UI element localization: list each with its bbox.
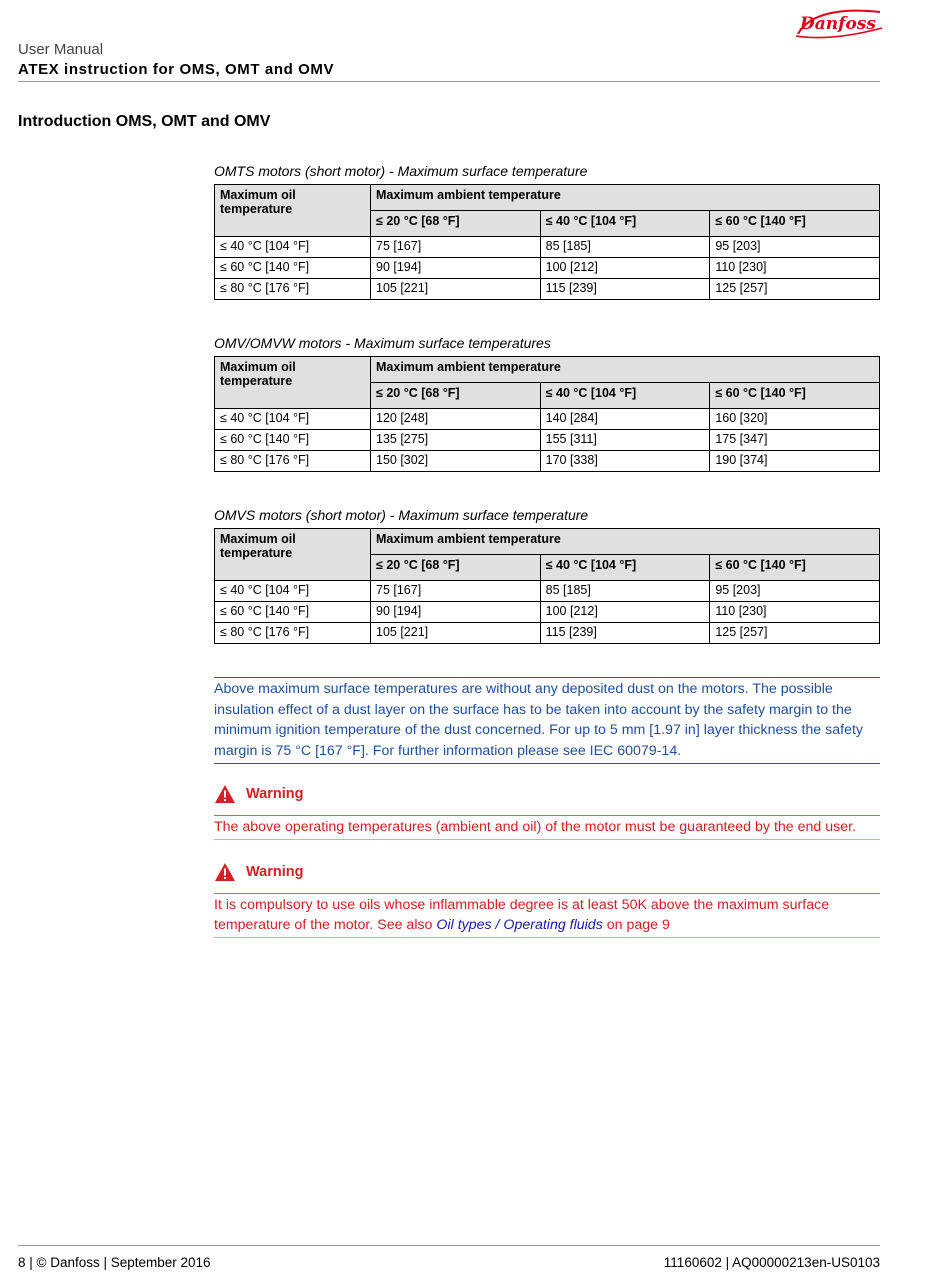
subheader-20c: ≤ 20 °C [68 °F] xyxy=(371,211,541,237)
warning-text-tail: on page 9 xyxy=(602,917,670,933)
footer-document-id: 11160602 | AQ00000213en-US0103 xyxy=(663,1255,880,1270)
table-cell: 190 [374] xyxy=(710,451,880,472)
table-cell: 90 [194] xyxy=(371,258,541,279)
table-cell: 115 [239] xyxy=(540,279,710,300)
table-row xyxy=(215,237,880,258)
header-ambient-temperature: Maximum ambient temperature xyxy=(371,185,880,211)
warning-text xyxy=(214,893,880,938)
warning-text xyxy=(214,815,880,840)
table-cell: 110 [230] xyxy=(710,258,880,279)
oil-types-link[interactable]: Oil types / Operating fluids xyxy=(436,917,603,933)
temperature-table xyxy=(214,184,880,300)
header-oil-temperature: Maximum oil temperature xyxy=(215,529,371,581)
row-oil-temp: ≤ 40 °C [104 °F] xyxy=(215,237,371,258)
warning-triangle-icon xyxy=(214,862,236,882)
table-cell: 115 [239] xyxy=(540,623,710,644)
table-cell: 135 [275] xyxy=(371,430,541,451)
table-cell: 75 [167] xyxy=(371,581,541,602)
table-cell: 150 [302] xyxy=(371,451,541,472)
document-title: ATEX instruction for OMS, OMT and OMV xyxy=(18,61,335,78)
table-row xyxy=(215,258,880,279)
temperature-table xyxy=(214,356,880,472)
table-row xyxy=(215,430,880,451)
dust-note: Above maximum surface temperatures are without any deposited dust on the motors. The possible insulation effect of a dust layer on the surface has to be taken into account by the safety margin to the minimum ignition temperature of the dust concerned. For up to 5 mm [1.97 in] layer thickness the safety margin is 75 °C [167 °F]. For further information please see IEC 60079-14. xyxy=(214,677,880,764)
row-oil-temp: ≤ 80 °C [176 °F] xyxy=(215,451,371,472)
table-cell: 125 [257] xyxy=(710,623,880,644)
subheader-60c: ≤ 60 °C [140 °F] xyxy=(710,555,880,581)
table-cell: 140 [284] xyxy=(540,409,710,430)
header-oil-temperature: Maximum oil temperature xyxy=(215,357,371,409)
warning-heading xyxy=(214,860,303,884)
table-cell: 100 [212] xyxy=(540,602,710,623)
subheader-60c: ≤ 60 °C [140 °F] xyxy=(710,211,880,237)
subheader-40c: ≤ 40 °C [104 °F] xyxy=(540,383,710,409)
warning-heading xyxy=(214,782,303,806)
table-cell: 90 [194] xyxy=(371,602,541,623)
warning-label: Warning xyxy=(246,864,304,880)
table-cell: 125 [257] xyxy=(710,279,880,300)
table-caption: OMTS motors (short motor) - Maximum surface temperature xyxy=(214,163,588,179)
table-caption: OMVS motors (short motor) - Maximum surface temperature xyxy=(214,507,589,523)
table-caption: OMV/OMVW motors - Maximum surface temperatures xyxy=(214,335,551,351)
row-oil-temp: ≤ 40 °C [104 °F] xyxy=(215,409,371,430)
subheader-20c: ≤ 20 °C [68 °F] xyxy=(371,555,541,581)
subheader-40c: ≤ 40 °C [104 °F] xyxy=(540,555,710,581)
table-cell: 95 [203] xyxy=(710,237,880,258)
table-cell: 155 [311] xyxy=(540,430,710,451)
warning-text-body: It is compulsory to use oils whose inflammable degree is at least 50K above the maximum surface temperature of the motor. See also xyxy=(214,897,830,933)
table-cell: 160 [320] xyxy=(710,409,880,430)
row-oil-temp: ≤ 80 °C [176 °F] xyxy=(215,623,371,644)
document-type: User Manual xyxy=(18,41,104,58)
header-divider xyxy=(18,81,880,82)
table-cell: 105 [221] xyxy=(371,279,541,300)
subheader-60c: ≤ 60 °C [140 °F] xyxy=(710,383,880,409)
table-omvs xyxy=(214,506,880,644)
table-cell: 85 [185] xyxy=(540,237,710,258)
header-oil-temperature: Maximum oil temperature xyxy=(215,185,371,237)
table-cell: 105 [221] xyxy=(371,623,541,644)
table-row xyxy=(215,409,880,430)
subheader-20c: ≤ 20 °C [68 °F] xyxy=(371,383,541,409)
row-oil-temp: ≤ 60 °C [140 °F] xyxy=(215,430,371,451)
row-oil-temp: ≤ 80 °C [176 °F] xyxy=(215,279,371,300)
row-oil-temp: ≤ 60 °C [140 °F] xyxy=(215,602,371,623)
warning-label: Warning xyxy=(246,786,304,802)
brand-wordmark: Danfoss xyxy=(800,14,876,34)
footer-page-info: 8 | © Danfoss | September 2016 xyxy=(18,1255,211,1270)
table-cell: 120 [248] xyxy=(371,409,541,430)
table-omv-omvw xyxy=(214,334,880,472)
table-omts xyxy=(214,162,880,300)
header-ambient-temperature: Maximum ambient temperature xyxy=(371,529,880,555)
temperature-table xyxy=(214,528,880,644)
subheader-40c: ≤ 40 °C [104 °F] xyxy=(540,211,710,237)
header-ambient-temperature: Maximum ambient temperature xyxy=(371,357,880,383)
warning-triangle-icon xyxy=(214,784,236,804)
row-oil-temp: ≤ 40 °C [104 °F] xyxy=(215,581,371,602)
danfoss-logo xyxy=(792,6,884,42)
table-cell: 170 [338] xyxy=(540,451,710,472)
table-cell: 85 [185] xyxy=(540,581,710,602)
section-title: Introduction OMS, OMT and OMV xyxy=(18,113,271,130)
table-cell: 95 [203] xyxy=(710,581,880,602)
table-cell: 100 [212] xyxy=(540,258,710,279)
table-cell: 75 [167] xyxy=(371,237,541,258)
table-row xyxy=(215,623,880,644)
table-row xyxy=(215,581,880,602)
table-row xyxy=(215,451,880,472)
warning-text-body: The above operating temperatures (ambient and oil) of the motor must be guaranteed by the end user. xyxy=(214,819,856,835)
table-row xyxy=(215,279,880,300)
row-oil-temp: ≤ 60 °C [140 °F] xyxy=(215,258,371,279)
footer-divider xyxy=(18,1245,880,1246)
table-cell: 110 [230] xyxy=(710,602,880,623)
table-cell: 175 [347] xyxy=(710,430,880,451)
table-row xyxy=(215,602,880,623)
